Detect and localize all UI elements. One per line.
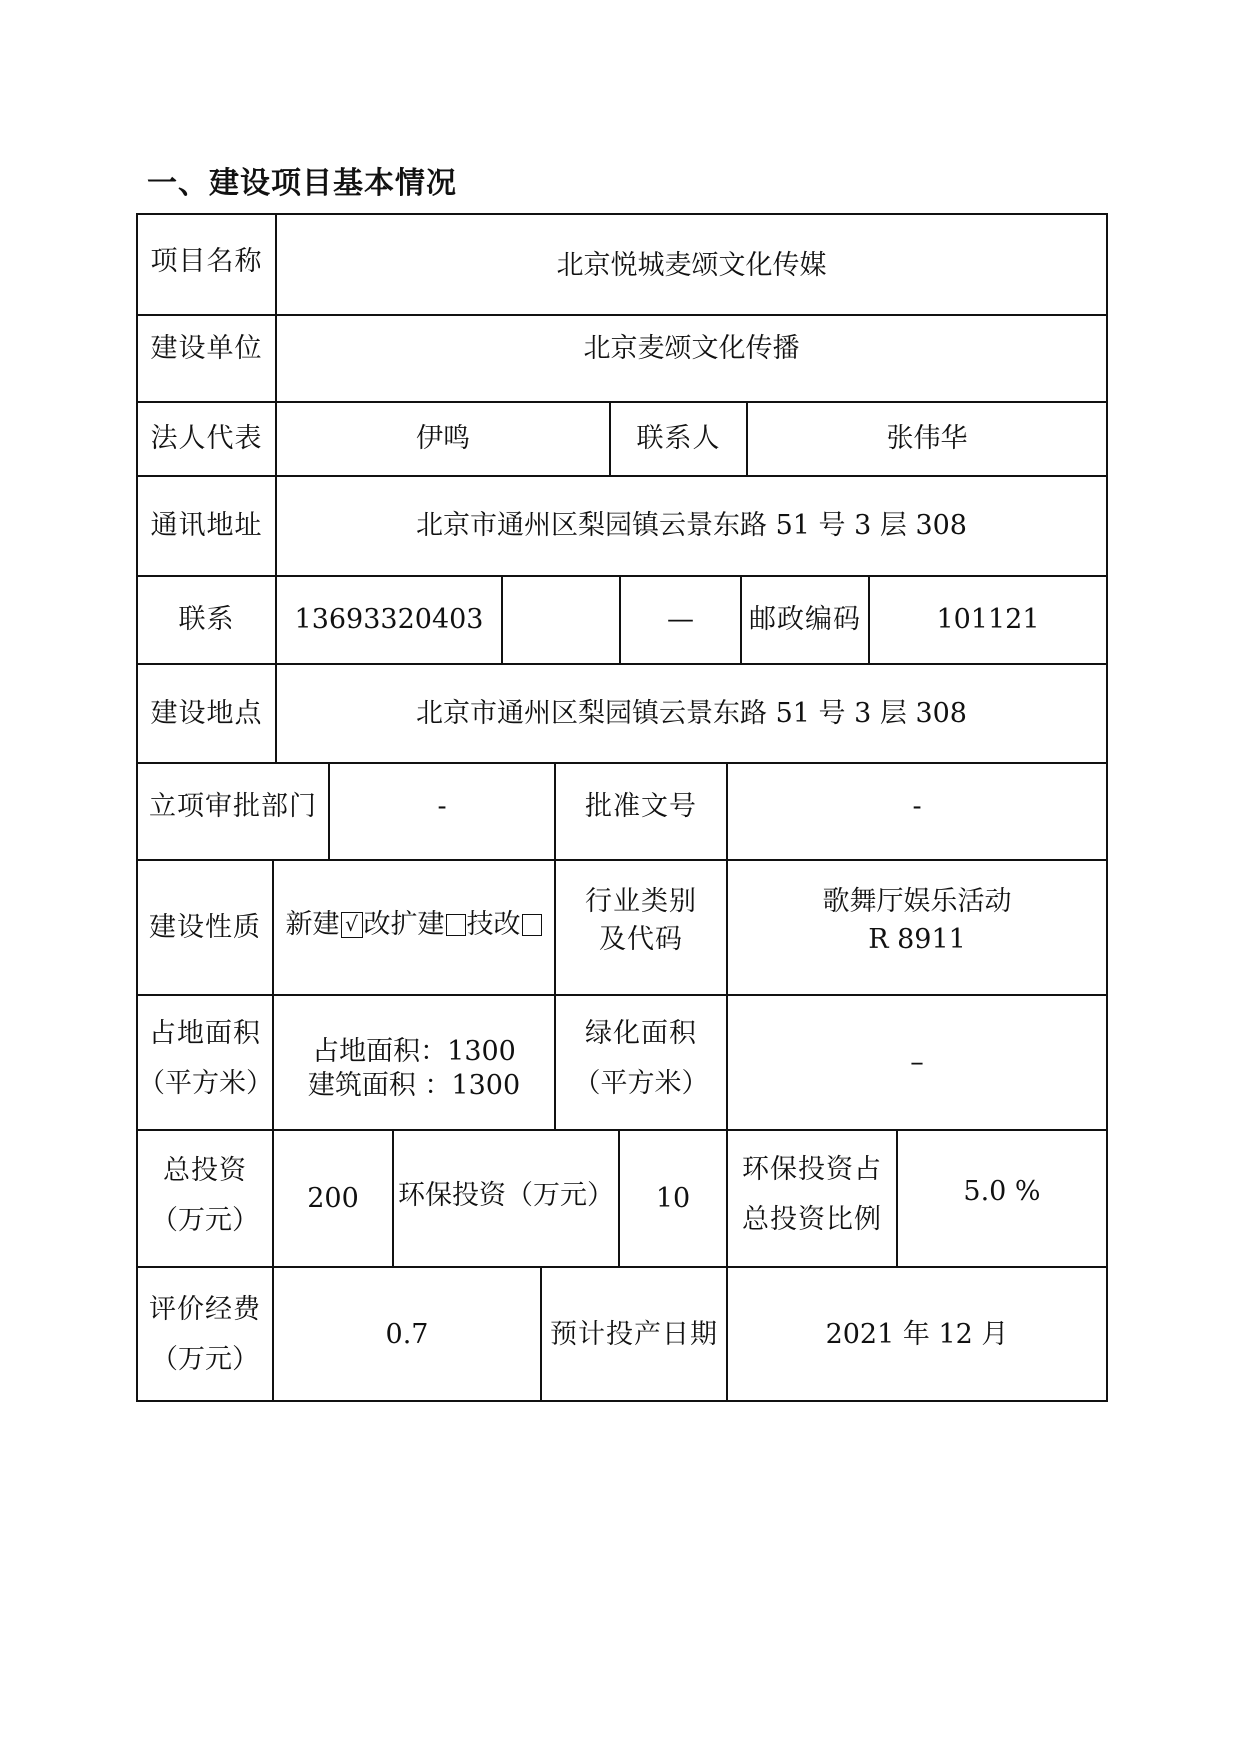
approval-value: - bbox=[330, 764, 556, 859]
investment-label: 总投资 （万元） bbox=[138, 1131, 274, 1266]
eval-value: 0.7 bbox=[274, 1268, 542, 1402]
industry-label: 行业类别 及代码 bbox=[556, 861, 728, 994]
row-site bbox=[138, 665, 1106, 764]
row-nature bbox=[138, 861, 1106, 996]
row-eval bbox=[138, 1268, 1106, 1548]
contact-dash: — bbox=[621, 577, 742, 663]
row-project-name bbox=[138, 215, 1106, 316]
env-investment-value: 10 bbox=[620, 1131, 728, 1266]
checkbox-new-checked[interactable]: √ bbox=[341, 912, 363, 938]
project-name-value: 北京悦城麦颂文化传媒 bbox=[556, 249, 827, 281]
production-date-label: 预计投产日期 bbox=[542, 1268, 728, 1402]
env-investment-label: 环保投资（万元） bbox=[394, 1131, 620, 1266]
nature-opt-expand: 改扩建 bbox=[363, 908, 445, 940]
production-date-value: 2021 年 12 月 bbox=[825, 1319, 1009, 1351]
site-label: 建设地点 bbox=[138, 665, 277, 762]
row-legal-rep bbox=[138, 403, 1106, 477]
row-address bbox=[138, 477, 1106, 577]
contact-extra bbox=[503, 577, 621, 663]
approval-doc-label: 批准文号 bbox=[556, 764, 728, 859]
section-title: 一、建设项目基本情况 bbox=[147, 166, 457, 201]
construction-unit-label: 建设单位 bbox=[138, 316, 277, 401]
contact-person-label: 联系人 bbox=[611, 403, 748, 475]
legal-rep-label: 法人代表 bbox=[138, 403, 277, 475]
nature-opt-new: 新建 bbox=[285, 908, 340, 940]
project-info-table bbox=[136, 213, 1108, 1402]
area-value: 占地面积：1300 建筑面积 ：1300 bbox=[274, 996, 556, 1129]
postal-code-label: 邮政编码 bbox=[742, 577, 870, 663]
nature-opt-tech: 技改 bbox=[466, 908, 521, 940]
nature-label: 建设性质 bbox=[138, 861, 274, 994]
postal-code-value: 101121 bbox=[936, 604, 1040, 636]
contact-person-value: 张伟华 bbox=[886, 423, 968, 455]
green-area-value: – bbox=[910, 1046, 924, 1078]
env-ratio-value: 5.0 % bbox=[963, 1175, 1041, 1207]
legal-rep-value: 伊鸣 bbox=[277, 403, 611, 475]
address-value: 北京市通州区梨园镇云景东路 51 号 3 层 308 bbox=[416, 510, 967, 542]
area-label: 占地面积 （平方米） bbox=[138, 996, 274, 1129]
row-area bbox=[138, 996, 1106, 1131]
nature-options bbox=[274, 861, 556, 994]
eval-label: 评价经费 （万元） bbox=[138, 1268, 274, 1402]
contact-label: 联系 bbox=[138, 577, 277, 663]
site-value: 北京市通州区梨园镇云景东路 51 号 3 层 308 bbox=[416, 697, 967, 729]
project-name-label: 项目名称 bbox=[138, 215, 277, 314]
row-investment bbox=[138, 1131, 1106, 1268]
row-construction-unit bbox=[138, 316, 1106, 403]
env-ratio-label: 环保投资占 总投资比例 bbox=[728, 1131, 898, 1266]
investment-value: 200 bbox=[274, 1131, 394, 1266]
green-area-label: 绿化面积 （平方米） bbox=[556, 996, 728, 1129]
approval-label: 立项审批部门 bbox=[138, 764, 330, 859]
row-approval bbox=[138, 764, 1106, 861]
industry-value: 歌舞厅娱乐活动 R 8911 bbox=[822, 886, 1012, 955]
row-contact bbox=[138, 577, 1106, 665]
contact-phone: 13693320403 bbox=[277, 577, 503, 663]
approval-doc-value: - bbox=[912, 791, 922, 822]
checkbox-tech[interactable] bbox=[522, 914, 542, 936]
construction-unit-value: 北京麦颂文化传播 bbox=[583, 333, 800, 364]
address-label: 通讯地址 bbox=[138, 477, 277, 575]
checkbox-expand[interactable] bbox=[446, 914, 466, 936]
